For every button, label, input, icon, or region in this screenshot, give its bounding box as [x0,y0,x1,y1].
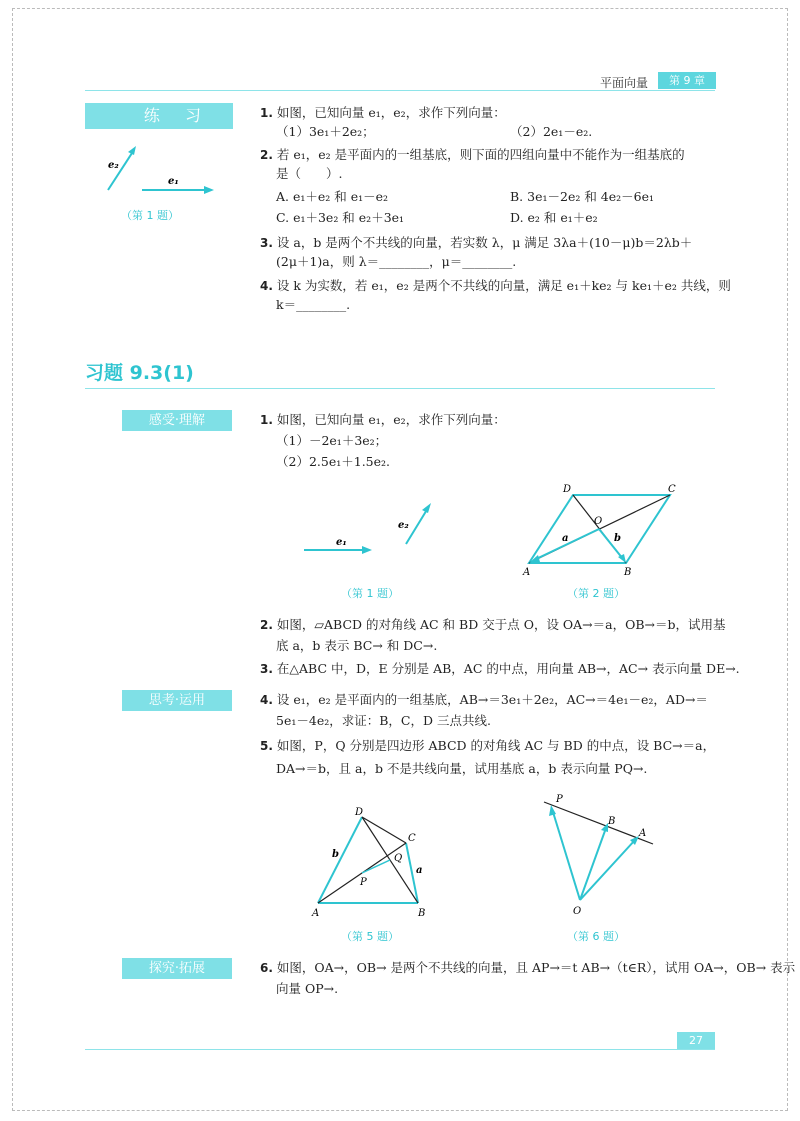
practice-fig1 [100,140,220,210]
practice-q4 [260,276,731,296]
label-e2: e₂ [108,160,119,171]
label-vector-a: a [416,865,423,876]
exercise-q4-line2: 5e₁－4e₂，求证：B，C，D 三点共线. [276,713,491,728]
exercise-q2-line2: 底 a，b 表示 BC→ 和 DC→. [276,638,438,653]
q-num: 2. [260,618,273,632]
exercise-q4 [260,690,708,710]
category-explore: 探究·拓展 [122,958,232,979]
exercise-fig2 [520,485,700,580]
q-num: 3. [260,236,273,250]
q-num: 1. [260,413,273,427]
label-b-point: B [624,567,632,578]
side-cd [362,817,406,843]
exercise-fig1-caption: （第 1 题） [341,587,399,600]
exercise-rule [85,388,715,389]
exercise-fig6-caption: （第 6 题） [567,930,625,943]
label-e2: e₂ [398,520,409,531]
exercise-q5 [260,736,715,756]
label-a-point: A [312,908,320,919]
exercise-title: 习题 9.3(1) [85,362,194,384]
exercise-q6 [260,958,795,978]
exercise-q6-line2: 向量 OP→. [276,981,339,996]
q-num: 3. [260,662,273,676]
practice-q2-option-d: D. e₂ 和 e₁＋e₂ [510,210,598,225]
practice-q3 [260,233,692,253]
label-vector-b: b [332,849,339,860]
q-text: 若 e₁，e₂ 是平面内的一组基底，则下面的四组向量中不能作为一组基底的 [276,147,685,162]
vector-e2-arrowhead [422,503,431,513]
label-vector-a: a [562,533,569,544]
label-b-point: B [418,908,426,919]
label-o-point: O [573,906,582,917]
header-chapter-badge: 第 9 章 [658,72,716,89]
vector-oa [580,840,635,900]
practice-label: 练 习 [85,103,233,129]
practice-q3-line2: (2μ＋1)a，则 λ＝________，μ＝________. [276,254,517,269]
q-text: 在△ABC 中，D，E 分别是 AB，AC 的中点，用向量 AB→，AC→ 表示向量 DE→. [276,661,740,676]
label-b-point: B [608,816,616,827]
label-d-point: D [563,484,572,495]
exercise-q2 [260,615,726,635]
q-num: 6. [260,961,273,975]
q-text: 如图，▱ABCD 的对角线 AC 和 BD 交于点 O，设 OA→＝a，OB→＝b，试用基 [276,617,726,632]
q-num: 4. [260,693,273,707]
practice-q1-a: （1）3e₁＋2e₂； [276,124,375,139]
label-p-point: P [556,794,563,805]
header-rule [85,90,715,91]
vector-e1-arrowhead [204,186,214,194]
exercise-fig6 [538,792,663,922]
label-a-point: A [523,567,531,578]
practice-q2-line2: 是（ ）. [276,166,343,181]
vector-e2-arrowhead [128,146,136,155]
exercise-q5-line2: DA→＝b，且 a，b 不是共线向量，试用基底 a，b 表示向量 PQ→. [276,761,648,776]
header-subject: 平面向量 [600,76,649,90]
vector-e2 [406,508,428,544]
label-d-point: D [355,807,364,818]
footer-rule [85,1049,715,1050]
exercise-fig5-caption: （第 5 题） [341,930,399,943]
q-num: 1. [260,106,273,120]
page-number: 27 [677,1032,715,1050]
label-c-point: C [408,833,416,844]
q-num: 5. [260,739,273,753]
q-text: 如图，已知向量 e₁，e₂，求作下列向量： [276,412,506,427]
practice-q2-option-b: B. 3e₁－2e₂ 和 4e₂－6e₁ [510,189,655,204]
q-text: 如图，已知向量 e₁，e₂，求作下列向量： [276,105,506,120]
practice-q2-option-c: C. e₁＋3e₂ 和 e₂＋3e₁ [276,210,405,225]
side-da [318,817,362,903]
practice-fig1-caption: （第 1 题） [121,209,179,222]
practice-q2-option-a: A. e₁＋e₂ 和 e₁－e₂ [276,189,389,204]
q-text: 设 a，b 是两个不共线的向量，若实数 λ，μ 满足 3λa＋(10－μ)b＝2λb＋ [276,235,693,250]
practice-q1-b: （2）2e₁－e₂. [510,124,593,139]
exercise-q3 [260,659,740,679]
segment-pq [362,860,390,873]
q-text: 如图，OA→，OB→ 是两个不共线的向量，且 AP→＝t AB→（t∈R），试用 OA→，OB→ 表示 [276,960,796,975]
exercise-fig1 [300,500,440,560]
label-e1: e₁ [168,176,179,187]
exercise-q1 [260,410,506,430]
exercise-q1-a: （1）－2e₁＋3e₂； [276,433,388,448]
category-perceive: 感受·理解 [122,410,232,431]
q-num: 2. [260,148,273,162]
label-p-point: P [360,877,367,888]
category-apply: 思考·运用 [122,690,232,711]
practice-q2 [260,145,685,165]
q-text: 如图，P，Q 分别是四边形 ABCD 的对角线 AC 与 BD 的中点，设 BC→＝a， [276,738,716,753]
exercise-fig2-caption: （第 2 题） [567,587,625,600]
q-text: 设 e₁，e₂ 是平面内的一组基底，AB→＝3e₁＋2e₂，AC→＝4e₁－e₂，AD→＝ [276,692,708,707]
vector-ob [580,828,606,900]
vector-e1-arrowhead [362,546,372,554]
label-e1: e₁ [336,537,347,548]
practice-q1 [260,103,506,123]
label-q-point: Q [394,853,403,864]
vector-op [553,812,580,900]
q-num: 4. [260,279,273,293]
label-o-point: O [594,516,603,527]
label-c-point: C [668,484,676,495]
q-text: 设 k 为实数，若 e₁，e₂ 是两个不共线的向量，满足 e₁＋ke₂ 与 ke₁＋e₂ 共线，则 [276,278,731,293]
label-vector-b: b [614,533,621,544]
exercise-fig5 [308,805,438,920]
label-a-point: A [639,828,647,839]
practice-q4-line2: k＝________. [276,297,351,312]
exercise-q1-b: （2）2.5e₁＋1.5e₂. [276,454,391,469]
